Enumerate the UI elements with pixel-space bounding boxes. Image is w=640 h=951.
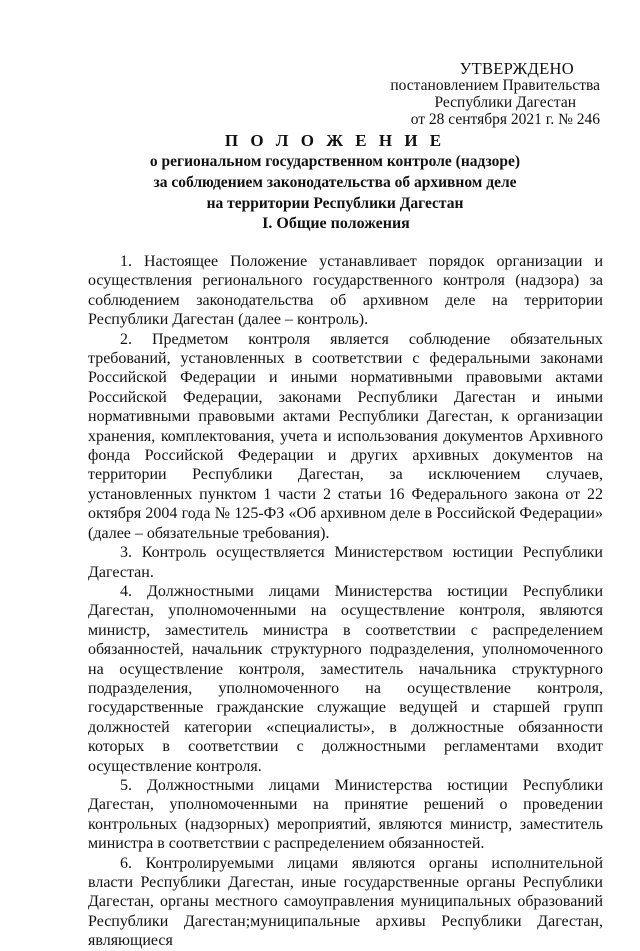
document-subtitle-line-2: за соблюдением законодательства об архивном деле [153,174,517,191]
document-title-block [0,130,640,214]
approval-line-1: постановлением Правительства [390,77,600,94]
approval-line-2: Республики Дагестан [434,94,576,111]
paragraph-6: 6. Контролируемыми лицами являются органы исполнительной власти Республики Дагестан, иные государственные органы Республики Дагестан, органы местного самоуправления муниципальных образований Республики Дагестан;муниципальные архивы Республики Дагестан, являющиеся [88,854,603,950]
document-subtitle-line-3: на территории Республики Дагестан [206,195,464,212]
document-title: П О Л О Ж Е Н И Е [224,131,446,150]
approval-heading: УТВЕРЖДЕНО [459,59,574,78]
document-body [88,252,603,951]
paragraph-3: 3. Контроль осуществляется Министерством юстиции Республики Дагестан. [88,544,603,581]
document-subtitle-line-1: о региональном государственном контроле (надзоре) [149,153,521,170]
approval-stamp [390,60,600,128]
paragraph-5: 5. Должностными лицами Министерства юстиции Республики Дагестан, уполномоченными на принятие решений о проведении контрольных (надзорных) мероприятий, являются министр, заместитель министра в соответствии с распределением обязанностей. [88,776,603,853]
section-heading: I. Общие положения [262,215,410,232]
approval-line-3: от 28 сентября 2021 г. № 246 [410,111,600,128]
paragraph-2: 2. Предметом контроля является соблюдение обязательных требований, установленных в соответствии с федеральными законами Российской Федерации и иными нормативными правовыми актами Российской Федерации, законами Республики Дагестан и иными нормативными правовыми актами Республики Дагестан, к организации хранения, комплектования, учета и использования документов Архивного фонда Российской Федерации и других архивных документов на территории Республики Дагестан, за исключением случаев, установленных пунктом 1 части 2 статьи 16 Федерального закона от 22 октября 2004 года № 125-ФЗ «Об архивном деле в Российской Федерации» (далее – обязательные требования). [88,330,603,542]
paragraph-1: 1. Настоящее Положение устанавливает порядок организации и осуществления регионального государственного контроля (надзора) за соблюдением законодательства об архивном деле на территории Республики Дагестан (далее – контроль). [88,253,603,329]
paragraph-4: 4. Должностными лицами Министерства юстиции Республики Дагестан, уполномоченными на осуществление контроля, являются министр, заместитель министра в соответствии с распределением обязанностей, начальник структурного подразделения, уполномоченного на осуществление контроля, заместитель начальника структурного подразделения, уполномоченного на осуществление контроля, государственные гражданские служащие ведущей и старшей групп должностей категории «специалисты», в должностные обязанности которых в соответствии с должностными регламентами входит осуществление контроля. [88,582,603,775]
